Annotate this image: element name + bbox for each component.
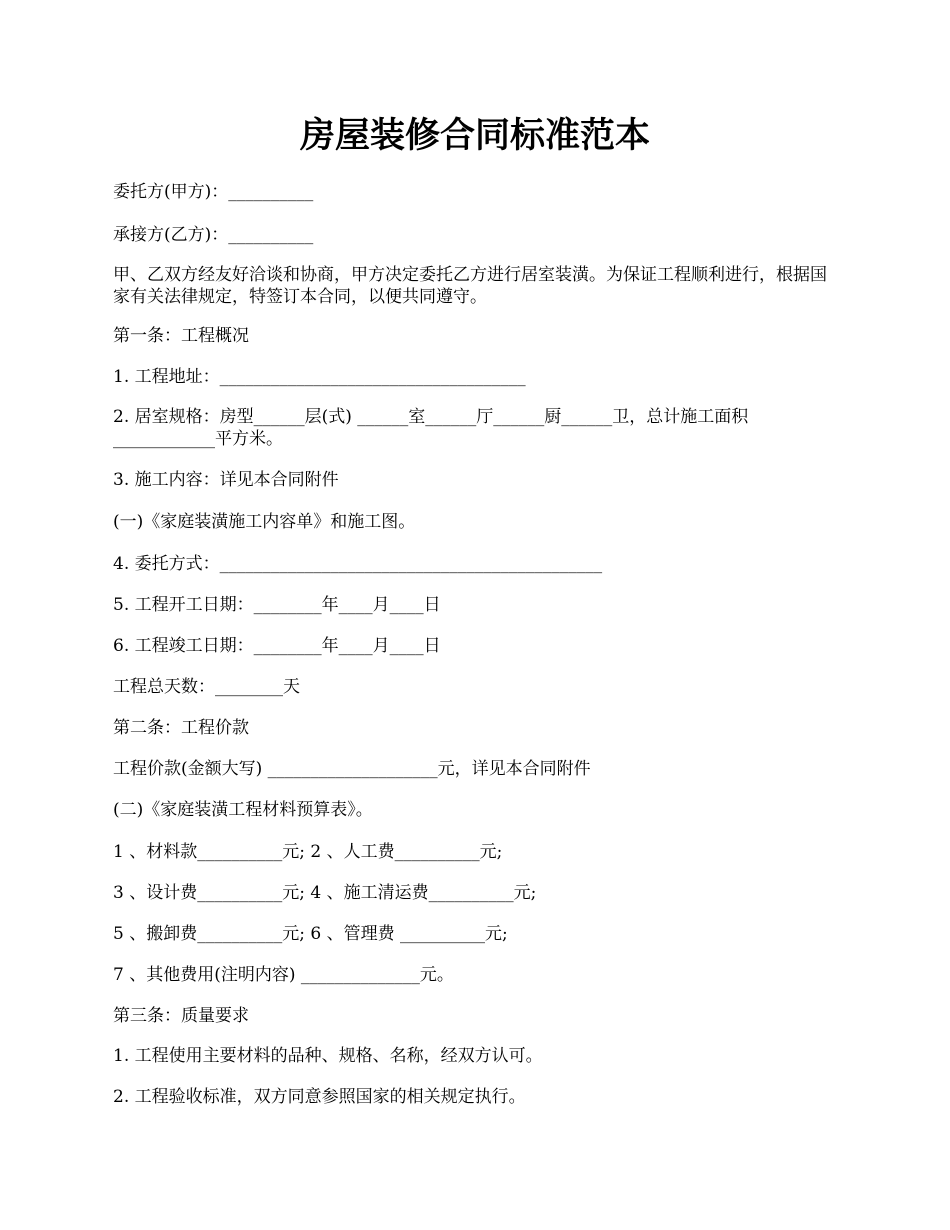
party-a-line: 委托方(甲方)：__________ xyxy=(113,182,314,202)
cost-items-line-3: 5 、搬卸费__________元; 6 、管理费 __________元; xyxy=(113,924,508,944)
article-3-heading: 第三条：质量要求 xyxy=(113,1006,249,1026)
quality-item-2: 2. 工程验收标准，双方同意参照国家的相关规定执行。 xyxy=(113,1087,526,1107)
article-2-heading: 第二条：工程价款 xyxy=(113,718,249,738)
attachment-2-line: (二)《家庭装潢工程材料预算表》。 xyxy=(113,800,373,820)
attachment-1-line: (一)《家庭装潢施工内容单》和施工图。 xyxy=(113,512,416,532)
article-1-heading: 第一条：工程概况 xyxy=(113,326,249,346)
completion-date-line: 6. 工程竣工日期：________年____月____日 xyxy=(113,636,441,656)
cost-items-line-4: 7 、其他费用(注明内容) ______________元。 xyxy=(113,965,454,985)
total-days-line: 工程总天数：________天 xyxy=(113,677,300,697)
construction-content-line: 3. 施工内容：详见本合同附件 xyxy=(113,470,339,490)
cost-items-line-1: 1 、材料款__________元; 2 、人工费__________元; xyxy=(113,842,503,862)
project-address-line: 1. 工程地址：____________________________________ xyxy=(113,367,526,387)
quality-item-1: 1. 工程使用主要材料的品种、规格、名称，经双方认可。 xyxy=(113,1046,543,1066)
commission-method-line: 4. 委托方式：_____________________________________________ xyxy=(113,554,603,574)
document-title: 房屋装修合同标准范本 xyxy=(299,115,650,156)
cost-items-line-2: 3 、设计费__________元; 4 、施工清运费__________元; xyxy=(113,883,537,903)
party-b-line: 承接方(乙方)：__________ xyxy=(113,225,314,245)
preamble-paragraph: 甲、乙双方经友好洽谈和协商，甲方决定委托乙方进行居室装潢。为保证工程顺利进行，根据国家有关法律规定，特签订本合同，以便共同遵守。 xyxy=(113,265,827,307)
project-price-line: 工程价款(金额大写) ____________________元，详见本合同附件 xyxy=(113,759,591,779)
start-date-line: 5. 工程开工日期：________年____月____日 xyxy=(113,595,441,615)
room-specification-paragraph: 2. 居室规格：房型______层(式) ______室______厅______厨______卫，总计施工面积____________平方米。 xyxy=(113,407,749,449)
